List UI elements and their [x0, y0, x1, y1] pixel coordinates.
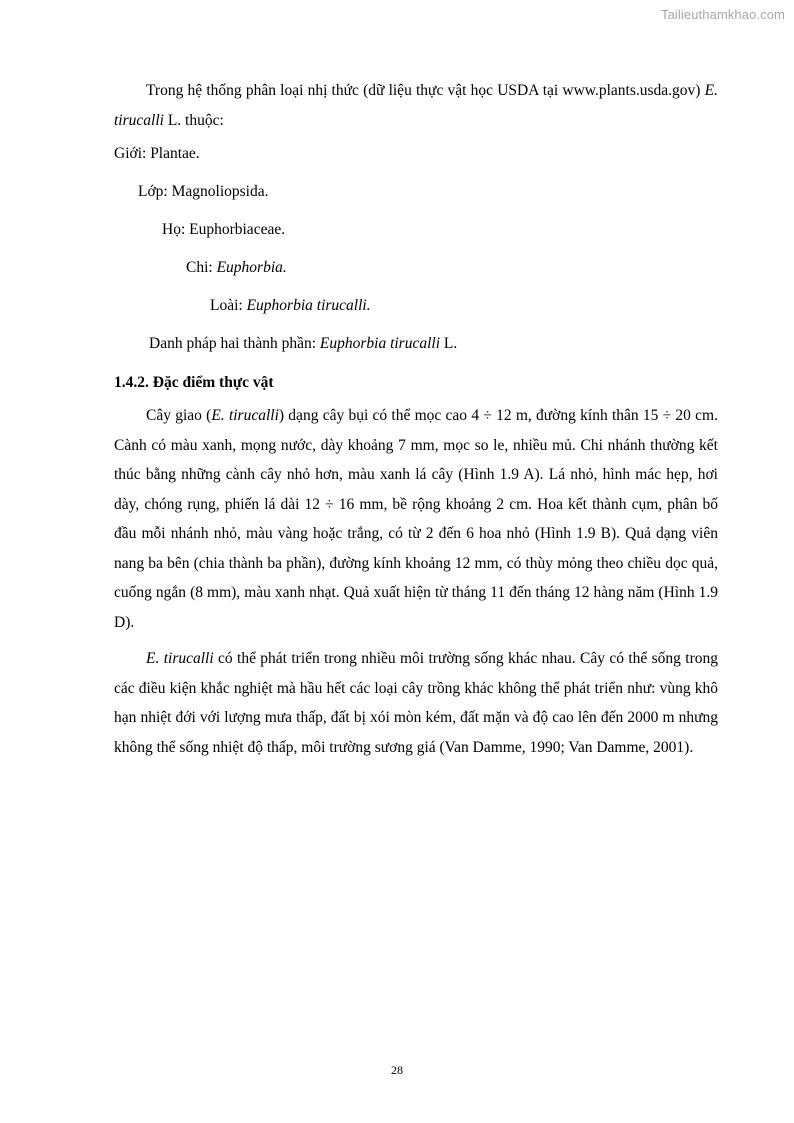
botanical-description-paragraph [114, 401, 718, 637]
intro-text-part2: L. thuộc: [163, 111, 224, 129]
para1-text-part1: Cây giao ( [146, 407, 212, 424]
binomial-value: Euphorbia tirucalli [319, 335, 441, 352]
binomial-label: Danh pháp hai thành phần: [149, 335, 320, 352]
intro-paragraph [114, 76, 718, 135]
family-value: Euphorbiaceae. [189, 221, 286, 238]
taxonomy-kingdom [114, 144, 718, 164]
species-value: Euphorbia tirucalli. [246, 297, 371, 314]
intro-species-name: E. tirucalli [114, 82, 718, 129]
page-number: 28 [391, 1063, 403, 1077]
para1-text-part2: ) dạng cây bụi có thể mọc cao 4 ÷ 12 m, đường kính thân 15 ÷ 20 cm. Cành có màu xanh, mọng nước, dày khoảng 7 mm, mọc so le, nhiều mủ. Chi nhánh thường kết thúc bằng những cành cây nhỏ hơn, màu xanh lá cây (Hình 1.9 A). Lá nhỏ, hình mác hẹp, hơi dày, chóng rụng, phiến lá dài 12 ÷ 16 mm, bề rộng khoảng 2 cm. Hoa kết thành cụm, phân bố đầu mỗi nhánh nhỏ, màu vàng hoặc trắng, có từ 2 đến 6 hoa nhỏ (Hình 1.9 B). Quả dạng viên nang ba bên (chia thành ba phần), đường kính khoảng 12 mm, có thùy mỏng theo chiều dọc quả, cuống ngắn (8 mm), màu xanh nhạt. Quả xuất hiện từ tháng 11 đến tháng 12 hàng năm (Hình 1.9 D). [114, 407, 718, 631]
taxonomy-family [114, 220, 718, 240]
kingdom-value: Plantae. [150, 145, 200, 162]
binomial-author: L. [440, 335, 458, 352]
genus-value: Euphorbia. [216, 259, 287, 276]
para1-species-name: E. tirucalli [211, 407, 279, 424]
kingdom-label: Giới: [114, 145, 151, 162]
family-label: Họ: [162, 221, 190, 238]
para2-species-name: E. tirucalli [146, 650, 214, 667]
watermark-text: Tailieuthamkhao.com [660, 7, 785, 22]
class-label: Lớp: [138, 183, 172, 200]
taxonomy-class [114, 182, 718, 202]
section-heading: 1.4.2. Đặc điểm thực vật [114, 374, 274, 391]
document-page [114, 76, 718, 762]
species-label: Loài: [210, 297, 247, 314]
intro-text-part1: Trong hệ thống phân loại nhị thức (dữ liệu thực vật học USDA tại www.plants.usda.gov) [146, 82, 705, 99]
para2-text: có thể phát triển trong nhiều môi trường sống khác nhau. Cây có thể sống trong các điều kiện khắc nghiệt mà hầu hết các loại cây trồng khác không thể phát triển như: vùng khô hạn nhiệt đới với lượng mưa thấp, đất bị xói mòn kém, đất mặn và độ cao lên đến 2000 m nhưng không thể sống nhiệt độ thấp, môi trường sương giá (Van Damme, 1990; Van Damme, 2001). [114, 650, 718, 756]
genus-label: Chi: [186, 259, 217, 276]
class-value: Magnoliopsida. [171, 183, 269, 200]
taxonomy-species [114, 296, 718, 316]
taxonomy-genus [114, 258, 718, 278]
habitat-paragraph [114, 644, 718, 762]
taxonomy-binomial [114, 334, 718, 354]
